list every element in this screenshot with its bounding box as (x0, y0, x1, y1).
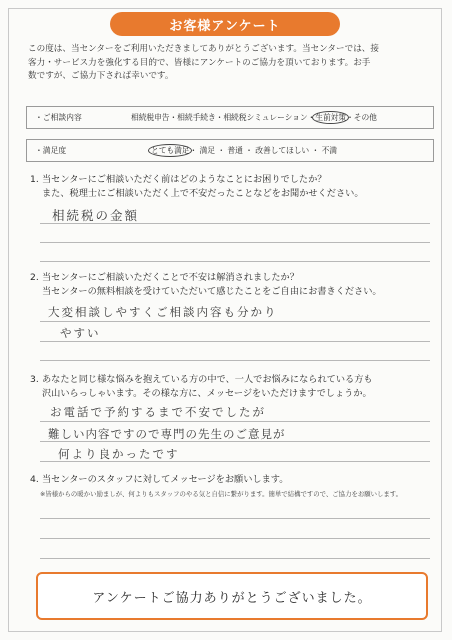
consultation-options-text: ・その他 (346, 113, 377, 122)
satisfaction-options (123, 144, 337, 157)
consultation-options (123, 111, 377, 124)
satisfaction-label: ・満足度 (35, 146, 67, 155)
answer-rule (40, 558, 430, 559)
question-text: 当センターにご相談いただくことで不安は解消されましたか？ (42, 272, 299, 283)
question-text: あなたと同じ様な悩みを抱えている方の中で、一人でお悩みになられている方も (42, 374, 373, 385)
answer-rule (40, 360, 430, 361)
answer-rule (40, 538, 430, 539)
question-text: 当センターの無料相談を受けていただいて感じたことをご自由にお書きください。 (42, 285, 382, 297)
intro-text (28, 43, 433, 84)
answer-rule (40, 341, 430, 342)
question-3 (30, 373, 430, 400)
answer-rule (40, 321, 430, 322)
page-title: お客様アンケート (110, 12, 340, 36)
intro-line: この度は、当センターをご利用いただきましてありがとうございます。当センターでは、接 (28, 44, 379, 54)
satisfaction-box (26, 139, 434, 162)
closing-message: アンケートご協力ありがとうございました。 (36, 572, 428, 620)
answer-3-line: お電話で予約するまで不安でしたが (50, 405, 266, 419)
answer-2-line: やすい (60, 326, 101, 340)
satisfaction-selected: とても満足 (148, 144, 192, 157)
question-number: 3. (30, 374, 39, 385)
answer-3-line: 難しい内容ですので専門の先生のご意見が (48, 427, 286, 441)
question-number: 1. (30, 174, 39, 185)
answer-rule (40, 242, 430, 243)
answer-rule (40, 441, 430, 442)
answer-rule (40, 421, 430, 422)
answer-rule (40, 223, 430, 224)
question-number: 4. (30, 474, 39, 485)
answer-1-line: 相続税の金額 (52, 208, 140, 223)
answer-rule (40, 461, 430, 462)
consultation-type-box (26, 106, 434, 129)
answer-rule (40, 518, 430, 519)
question-text: 当センターにご相談いただく前はどのようなことにお困りでしたか？ (42, 174, 327, 185)
question-text: 当センターのスタッフに対してメッセージをお願いします。 (42, 474, 289, 485)
consultation-options-text: 相続税申告・相続手続き・相続税シミュレーション・ (131, 113, 316, 122)
consultation-selected: 生前対策 (312, 111, 349, 124)
question-4 (30, 473, 430, 487)
consultation-label: ・ご相談内容 (35, 113, 82, 122)
answer-rule (40, 261, 430, 262)
question-text: また、税理士にご相談いただく上で不安だったことなどをお聞かせください。 (42, 187, 364, 199)
intro-line: 数ですが、ご協力下されば幸いです。 (28, 71, 174, 81)
satisfaction-options-text: ・ 満足 ・ 普通 ・ 改善してほしい ・ 不満 (189, 146, 337, 155)
answer-3-line: 何より良かったです (58, 447, 180, 461)
question-4-note: ※皆様からの暖かい励ましが、何よりもスタッフのやる気と自信に繋がります。簡単で結構ですので、ご協力をお願いします。 (40, 490, 403, 498)
question-2 (30, 271, 430, 298)
question-number: 2. (30, 272, 39, 283)
question-text: 沢山いらっしゃいます。その様な方に、メッセージをいただけますでしょうか。 (42, 387, 372, 399)
intro-line: 客力・サービス力を強化する目的で、皆様にアンケートのご協力を頂いております。お手 (28, 57, 371, 68)
answer-2-line: 大変相談しやすくご相談内容も分かり (48, 305, 278, 319)
question-1 (30, 173, 430, 200)
